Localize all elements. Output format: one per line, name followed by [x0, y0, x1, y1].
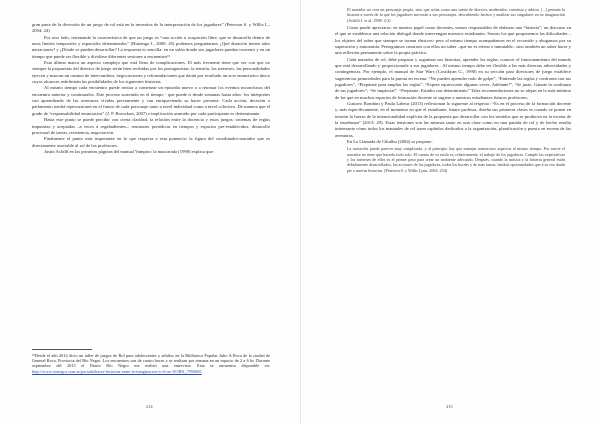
paragraph: Gustavo Bombini y Paula Labeur (2013) reflexionan lo siguiente al respecto: “Es en el proceso de la formación docente y, más específicamente, en el momento en que el estudiante, futuro profesor, diseña sus primeras clases es cuando se ponen en tensión la fuerza de la intencionalidad explícita de la propuesta por desarrollar con los sentidos que se producen en la escena de la enseñanza” (2013: 20). Estas tensiones son las mismas tanto en una clase como en una partida de rol y de hecho resulta interesante cómo todos los manuales de rol traen capítulos dedicados a la organización, planificación y puesta en escena de las aventuras. — [335, 101, 571, 138]
right-page-body — [335, 6, 571, 175]
page-number: 215 — [446, 404, 453, 409]
left-page-body — [32, 22, 270, 155]
footnote-text: ¹⁵Desde el año 2014 dicto un taller de juegos de Rol para adolescentes y adultos en la Biblioteca Popular Julio A Roca de la ciudad de General Roca, Provincia del Río Negro. Los encuentros son de cuatro horas y se realizan por semana en un espacio de 2 a 6 hs. Durante septiembre del 2015 el Diario Río Negro me realizó una entrevista. Esta se encuentra disponible en: — [32, 353, 270, 369]
page-number: 214 — [146, 404, 153, 409]
paragraph: Finalmente el punto más importante en lo que respecta a esta ponencia: la figura del coordinador-narrador que es directamente asociable al rol de los profesores. — [32, 136, 270, 148]
footnote — [32, 353, 270, 374]
paragraph: gran parte de la diversión de un juego de rol está en la inventiva de la interpretación de los jugadores” (Peterson S. y Willis L., 2004: 24) — [32, 22, 270, 34]
right-page — [300, 0, 600, 424]
paragraph: Hasta este punto se puede percibir con cierta claridad, la relación entre la docencia y estos juegos: sistemas de reglas impuestas y aceptadas –a veces a regañadientes–, reuniones periódicas en tiempos y espacios pre-establecidos, desarrollo procesual de tareas, resistencia, negociación. — [32, 117, 270, 135]
paragraph: Cada narrador de rol, debe preparar y organizar sus historias, aprender las reglas, conocer el funcionamiento del mundo que está desarrollando y proporcionarle a sus jugadores . Al mismo tiempo debe ser flexible a las más diversas adversidades y contingencias. Por ejemplo, el manual de Star Wars (Costikyan G., 1990) en su sección para directores de juego establece sugerencias primordiales para la puesta en escena: “No puedes aprender todo de golpe”, “Entiende las reglas y confronta con tus jugadores”, “Prepárate para ampliar las reglas”, “Espera equivocarte algunas veces. Adelante!”, “Se justo. Gánate la confianza de tus jugadores”; “Se impárcial”. “Prepárate, Estudia con detenimiento” Tales recomendaciones no se alejan en lo más mínimo de las que en muchos espacios de formación docente se sugiere a nuestros estudiantes futuros profesores. — [335, 56, 571, 100]
block-quote: La narración puede parecer muy complicada, y al principio hay que manejar numerosos aspectos al mismo tiempo. Por suerte el narrador no tiene que hacerlo todo solo. El cuento de su estilo es, relativamente, el trabajo de los jugadores. Cumple las expectativas y los intereses de ellos es el primer paso para crear un ambiente adecuado. Después, cuando la música y la histeria general están debidamente desarrollados, las acciones de los jugadores, todos los bordes y de más tareas, tendrás oportunidades que a su vez darán pie a nuevas historias. (Peterson S. y Willis Lynn, 2004: 254) — [347, 146, 565, 173]
paragraph: En La Llamada de Cthulhu (2004) se propone: — [347, 139, 433, 145]
paragraph: Como puede apreciarse, en nuestro papel como docentes, somos responsables de elaborar una “historia”; un discurso en el que se establezca una relación dialogal donde intervengan nuestros estudiantes. Somos los que proponemos las dificultades –los objetos del saber que siempre se tornan elusivos- pero al mismo tiempo acompañamos en el recorrido y abogamos por su superación y autonomía. Perseguimos construir con ellos un saber –que no es eterno e inmutable– sino también un saber hacer y una reflexión permanente sobre la propia práctica. — [335, 24, 571, 56]
paragraph: Justin Achilli en las primeras páginas del manual Vampiro: la mascarada (1998) explica que: — [44, 148, 214, 154]
block-quote: El narrador no crea un personaje propio, sino que actúa como una suerte de director, moderador, cuentista y árbitro. [...] permite la historia a través de la que los jugadores moverán a sus personajes, describiendo hechos y analizar sus singulares en su imaginación (Achilli J. et al. 1998: 2-3) — [347, 7, 565, 23]
footnote-divider — [32, 349, 92, 350]
paragraph: Esto último marca un aspecto complejo que está lleno de complicaciones. El más frecuente tiene que ver con que no siempre la propuestas del director de juego serán bien recibidas por los protagonistas: la tensión, los intereses, las personalidades ejercen y marcan un camino de intercambios, negociaciones y reformulaciones que darán por resultado un acto enunciativo único cuyos alcances redefinirán las posibilidades de los siguientes historias. — [32, 60, 270, 85]
paragraph: Por otro lado, retomando la característica de que un juego es “una acción u ocupación libre, que se desarrolla dentro de unos límites temporales y espaciales determinados” (Huizinga J., 2000: 45) podemos preguntarnos ¿Qué duración tienen tales narraciones? y ¿Dónde se pueden desarrollar? La respuesta es sencilla: en un salón donde sus jugadores puedan convenir y en un tiempo que puede ser flexible y dividirse diferentes sesiones u encuentros¹⁵ — [32, 34, 270, 59]
footnote-link[interactable]: http://www.rionegro.com.ar/portada/hacer-historias-entre-la-imaginacion-y-el-az-XORN_7950665 — [32, 368, 202, 374]
paragraph: Al mismo tiempo cada encuentro puede invitar a comenzar un episodio nuevo o a retomar los eventos inconclusos del encuentro anterior y continuarlos. Este proceso sostenido en el tiempo - que puede ir desde semanas hasta años- los intérpretes van aprendiendo de las aventuras vividas previamente y van enriqueciendo su hacer presente. Cada acción, decisión o parlamento tendrá repercusiones en el futuro de cada personaje tanto a nivel individual como a nivel colectivo. De manera que el grado de “responsabilidad enunciativa” (J. P. Bronckart, 2007) e implicación asumido por cada participante es determinante. — [32, 85, 270, 116]
